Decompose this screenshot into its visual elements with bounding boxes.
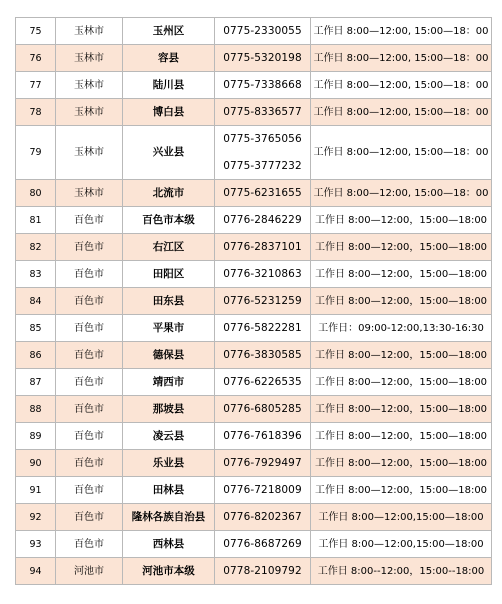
city-cell: 玉林市 <box>56 18 123 45</box>
row-number-cell: 86 <box>16 342 56 369</box>
table-row <box>16 72 492 99</box>
row-number-cell: 75 <box>16 18 56 45</box>
row-number-cell: 79 <box>16 126 56 180</box>
hours-cell: 工作日 8:00—12:00, 15:00—18：00 <box>311 99 492 126</box>
table-row <box>16 558 492 585</box>
row-number-cell: 87 <box>16 369 56 396</box>
county-cell: 田阳区 <box>123 261 215 288</box>
hours-cell: 工作日 8:00—12:00，15:00—18:00 <box>311 450 492 477</box>
row-number-cell: 92 <box>16 504 56 531</box>
phone-number: 0776-7618396 <box>223 429 302 442</box>
phone-cell <box>215 288 311 315</box>
phone-cell <box>215 234 311 261</box>
table-row <box>16 45 492 72</box>
city-cell: 百色市 <box>56 450 123 477</box>
table-row <box>16 396 492 423</box>
city-cell: 百色市 <box>56 396 123 423</box>
county-cell: 陆川县 <box>123 72 215 99</box>
row-number-cell: 82 <box>16 234 56 261</box>
hours-cell: 工作日 8:00—12:00, 15:00—18：00 <box>311 45 492 72</box>
city-cell: 玉林市 <box>56 126 123 180</box>
row-number-cell: 84 <box>16 288 56 315</box>
phone-number: 0775-6231655 <box>223 186 302 199</box>
phone-number: 0776-2837101 <box>223 240 302 253</box>
phone-number: 0778-2109792 <box>223 564 302 577</box>
table-row <box>16 99 492 126</box>
row-number-cell: 80 <box>16 180 56 207</box>
hours-cell: 工作日 8:00—12:00，15:00—18:00 <box>311 477 492 504</box>
phone-cell <box>215 531 311 558</box>
county-cell: 右江区 <box>123 234 215 261</box>
hours-cell: 工作日 8:00—12:00，15:00—18:00 <box>311 207 492 234</box>
phone-cell <box>215 423 311 450</box>
table-row <box>16 207 492 234</box>
county-cell: 那坡县 <box>123 396 215 423</box>
phone-cell <box>215 18 311 45</box>
county-cell: 平果市 <box>123 315 215 342</box>
city-cell: 百色市 <box>56 504 123 531</box>
phone-cell <box>215 369 311 396</box>
county-cell: 北流市 <box>123 180 215 207</box>
hours-cell: 工作日 8:00—12:00，15:00—18:00 <box>311 342 492 369</box>
phone-number: 0775-2330055 <box>223 24 302 37</box>
city-cell: 百色市 <box>56 423 123 450</box>
row-number-cell: 91 <box>16 477 56 504</box>
table-row <box>16 18 492 45</box>
phone-cell <box>215 396 311 423</box>
phone-number: 0775-3777232 <box>223 159 302 172</box>
row-number-cell: 88 <box>16 396 56 423</box>
table-row <box>16 531 492 558</box>
phone-cell <box>215 207 311 234</box>
city-cell: 玉林市 <box>56 45 123 72</box>
row-number-cell: 90 <box>16 450 56 477</box>
phone-cell <box>215 450 311 477</box>
county-cell: 河池市本级 <box>123 558 215 585</box>
city-cell: 玉林市 <box>56 72 123 99</box>
phone-number: 0776-5231259 <box>223 294 302 307</box>
phone-number: 0775-5320198 <box>223 51 302 64</box>
phone-cell <box>215 558 311 585</box>
county-cell: 博白县 <box>123 99 215 126</box>
phone-number: 0776-6226535 <box>223 375 302 388</box>
phone-number: 0776-2846229 <box>223 213 302 226</box>
phone-cell <box>215 45 311 72</box>
phone-number: 0776-7218009 <box>223 483 302 496</box>
table-body <box>16 18 492 585</box>
hours-cell: 工作日 8:00—12:00, 15:00—18：00 <box>311 72 492 99</box>
row-number-cell: 77 <box>16 72 56 99</box>
phone-number: 0776-8202367 <box>223 510 302 523</box>
table-row <box>16 288 492 315</box>
row-number-cell: 81 <box>16 207 56 234</box>
county-cell: 德保县 <box>123 342 215 369</box>
phone-number: 0775-3765056 <box>223 132 302 145</box>
hours-cell: 工作日 8:00—12:00，15:00—18:00 <box>311 396 492 423</box>
table-row <box>16 369 492 396</box>
county-cell: 容县 <box>123 45 215 72</box>
hours-cell: 工作日 8:00--12:00，15:00--18:00 <box>311 558 492 585</box>
county-cell: 西林县 <box>123 531 215 558</box>
city-cell: 玉林市 <box>56 99 123 126</box>
phone-number: 0776-3830585 <box>223 348 302 361</box>
city-cell: 玉林市 <box>56 180 123 207</box>
table-row <box>16 261 492 288</box>
table-row <box>16 342 492 369</box>
table-row <box>16 423 492 450</box>
row-number-cell: 85 <box>16 315 56 342</box>
row-number-cell: 94 <box>16 558 56 585</box>
city-cell: 百色市 <box>56 234 123 261</box>
city-cell: 百色市 <box>56 207 123 234</box>
hours-cell: 工作日 8:00—12:00, 15:00—18：00 <box>311 18 492 45</box>
phone-number: 0776-7929497 <box>223 456 302 469</box>
table-row <box>16 234 492 261</box>
county-cell: 玉州区 <box>123 18 215 45</box>
city-cell: 百色市 <box>56 315 123 342</box>
hours-cell: 工作日 8:00—12:00，15:00—18:00 <box>311 288 492 315</box>
table-row <box>16 126 492 180</box>
row-number-cell: 93 <box>16 531 56 558</box>
county-cell: 兴业县 <box>123 126 215 180</box>
county-cell: 百色市本级 <box>123 207 215 234</box>
city-cell: 百色市 <box>56 261 123 288</box>
row-number-cell: 78 <box>16 99 56 126</box>
table-row <box>16 450 492 477</box>
hours-cell: 工作日 8:00—12:00, 15:00—18：00 <box>311 126 492 180</box>
city-cell: 百色市 <box>56 369 123 396</box>
phone-number: 0776-6805285 <box>223 402 302 415</box>
phone-number: 0776-5822281 <box>223 321 302 334</box>
phone-cell <box>215 99 311 126</box>
phone-number: 0775-8336577 <box>223 105 302 118</box>
table-row <box>16 477 492 504</box>
phone-cell <box>215 504 311 531</box>
phone-cell <box>215 315 311 342</box>
table-row <box>16 180 492 207</box>
phone-cell <box>215 180 311 207</box>
county-cell: 田东县 <box>123 288 215 315</box>
city-cell: 百色市 <box>56 477 123 504</box>
city-cell: 河池市 <box>56 558 123 585</box>
city-cell: 百色市 <box>56 342 123 369</box>
hours-cell: 工作日 8:00—12:00，15:00—18:00 <box>311 261 492 288</box>
phone-number: 0776-8687269 <box>223 537 302 550</box>
phone-cell <box>215 477 311 504</box>
county-cell: 田林县 <box>123 477 215 504</box>
phone-number: 0776-3210863 <box>223 267 302 280</box>
phone-cell <box>215 126 311 180</box>
hours-cell: 工作日 8:00—12:00,15:00—18:00 <box>311 504 492 531</box>
hours-cell: 工作日 8:00—12:00，15:00—18:00 <box>311 234 492 261</box>
hours-cell: 工作日 8:00—12:00，15:00—18:00 <box>311 423 492 450</box>
hours-cell: 工作日 8:00—12:00, 15:00—18：00 <box>311 180 492 207</box>
county-cell: 靖西市 <box>123 369 215 396</box>
hours-cell: 工作日 8:00—12:00，15:00—18:00 <box>311 369 492 396</box>
contact-table <box>15 17 492 585</box>
row-number-cell: 83 <box>16 261 56 288</box>
county-cell: 隆林各族自治县 <box>123 504 215 531</box>
city-cell: 百色市 <box>56 288 123 315</box>
city-cell: 百色市 <box>56 531 123 558</box>
row-number-cell: 76 <box>16 45 56 72</box>
county-cell: 乐业县 <box>123 450 215 477</box>
table-row <box>16 315 492 342</box>
table-row <box>16 504 492 531</box>
phone-number: 0775-7338668 <box>223 78 302 91</box>
phone-cell <box>215 261 311 288</box>
row-number-cell: 89 <box>16 423 56 450</box>
county-cell: 凌云县 <box>123 423 215 450</box>
hours-cell: 工作日 8:00—12:00,15:00—18:00 <box>311 531 492 558</box>
phone-cell <box>215 72 311 99</box>
phone-cell <box>215 342 311 369</box>
hours-cell: 工作日：09:00-12:00,13:30-16:30 <box>311 315 492 342</box>
